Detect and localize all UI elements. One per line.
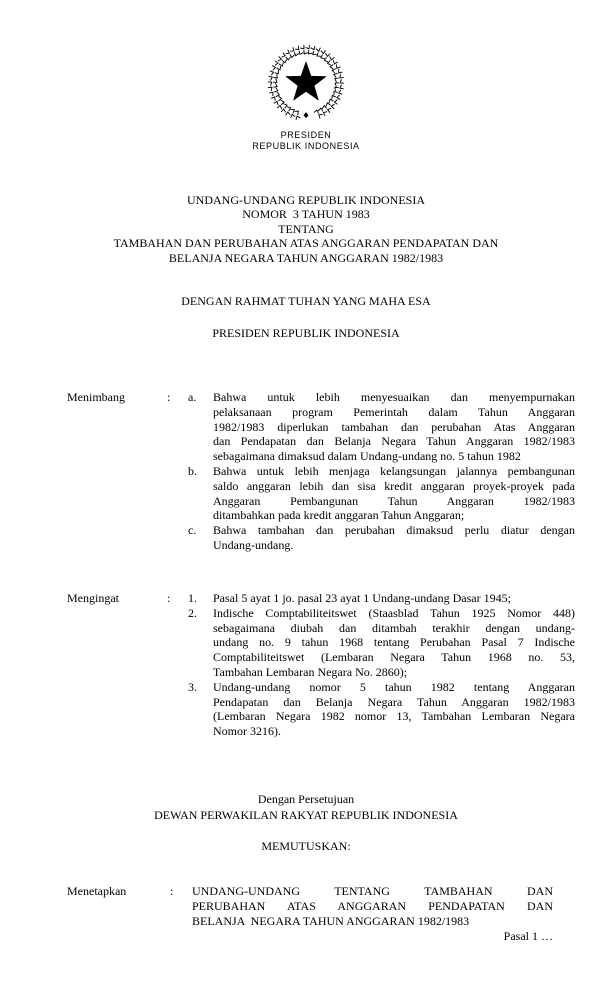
text-line: Indische Comptabiliteitswet (Staasblad Tahun 1925 Nomor 448) <box>213 605 575 620</box>
agreement-line-1: Dengan Persetujuan <box>257 792 355 806</box>
text-line: (Lembaran Negara 1982 nomor 13, Tambahan Lembaran Negara <box>213 709 575 724</box>
text-line: Tambahan Lembaran Negara No. 2860); <box>213 664 408 679</box>
catchword-pasal: Pasal 1 … <box>503 929 553 943</box>
text-line: UNDANG-UNDANG TENTANG TAMBAHAN DAN <box>192 884 553 898</box>
text-line: Pendapatan dan Belanja Negara Tahun Anggaran 1982/1983 <box>213 694 575 709</box>
text-line: NOMOR 3 TAHUN 1983 <box>242 207 370 222</box>
item-marker: a. <box>188 390 197 404</box>
item-marker: c. <box>188 523 197 538</box>
text-line: sebagaimana diubah dan ditambah terakhir dengan undang- <box>213 620 575 635</box>
text-line: Comptabiliteitswet (Lembaran Negara Tahun 1968 no. 53, <box>213 650 575 665</box>
menetapkan-label: Menetapkan <box>67 884 127 898</box>
text-line: dan Pendapatan dan Belanja Negara Tahun Anggaran 1982/1983 <box>213 434 575 449</box>
mengingat-items <box>188 591 588 739</box>
list-item <box>188 464 588 523</box>
item-text <box>213 591 575 606</box>
list-item <box>188 591 588 606</box>
text-line: Pasal 5 ayat 1 jo. pasal 23 ayat 1 Undang-undang Dasar 1945; <box>213 591 511 605</box>
item-marker: b. <box>188 463 197 478</box>
text-line: Undang-undang. <box>213 537 294 552</box>
list-item <box>188 680 588 739</box>
item-marker: 3. <box>188 679 197 694</box>
text-line: TENTANG <box>278 221 334 236</box>
text-line: saldo anggaran lebih dan sisa kredit anggaran proyek-proyek pada <box>213 478 575 493</box>
text-line: Undang-undang nomor 5 tahun 1982 tentang Anggaran <box>213 679 575 694</box>
text-line: 1982/1983 diperlukan tambahan dan perubahan Atas Anggaran <box>213 419 575 434</box>
text-line: Anggaran Pembangunan Tahun Anggaran 1982/1983 <box>213 493 575 508</box>
presidential-seal <box>0 42 612 128</box>
menimbang-items <box>188 390 588 553</box>
item-text <box>213 523 575 553</box>
menimbang-label: Menimbang <box>67 390 125 404</box>
text-line: Bahwa untuk lebih menyesuaikan dan menyempurnakan <box>213 390 575 404</box>
seal-title: PRESIDEN <box>280 130 332 140</box>
list-item <box>188 523 588 553</box>
text-line: TAMBAHAN DAN PERUBAHAN ATAS ANGGARAN PENDAPATAN DAN <box>113 236 499 251</box>
agreement-line-2: DEWAN PERWAKILAN RAKYAT REPUBLIK INDONESIA <box>154 808 458 822</box>
mengingat-colon: : <box>167 591 171 605</box>
authority-line: PRESIDEN REPUBLIK INDONESIA <box>212 326 400 340</box>
text-line: undang no. 9 tahun 1968 tentang Perubahan Pasal 7 Indische <box>213 635 575 650</box>
menetapkan-colon: : <box>170 884 174 898</box>
text-line: sebagaimana dimaksud dalam Undang-undang no. 5 tahun 1982 <box>213 449 521 464</box>
item-text <box>213 390 575 464</box>
seal-subtitle: REPUBLIK INDONESIA <box>252 141 360 151</box>
list-item <box>188 390 588 464</box>
text-line: ditambahkan pada kredit anggaran Tahun Anggaran; <box>213 508 465 523</box>
text-line: BELANJA NEGARA TAHUN ANGGARAN 1982/1983 <box>168 250 444 265</box>
text-line: Bahwa untuk lebih menjaga kelangsungan jalannya pembangunan <box>213 463 575 478</box>
star-wreath-icon <box>260 42 352 124</box>
mengingat-label: Mengingat <box>67 591 119 605</box>
law-title <box>0 193 612 265</box>
wreath-ribbon-icon <box>304 112 309 118</box>
item-text <box>213 464 575 523</box>
item-text <box>213 606 575 680</box>
list-item <box>188 606 588 680</box>
memutuskan-heading: MEMUTUSKAN: <box>261 839 351 853</box>
text-line: Nomor 3216). <box>213 724 281 739</box>
text-line: UNDANG-UNDANG REPUBLIK INDONESIA <box>187 193 425 207</box>
invocation-line: DENGAN RAHMAT TUHAN YANG MAHA ESA <box>181 294 431 308</box>
enacting-text <box>192 884 553 928</box>
text-line: pelaksanaan program Pemerintah dalam Tahun Anggaran <box>213 404 575 419</box>
item-marker: 1. <box>188 591 197 605</box>
menimbang-colon: : <box>167 390 171 404</box>
text-line: Bahwa tambahan dan perubahan dimaksud perlu diatur dengan <box>213 523 575 538</box>
item-marker: 2. <box>188 605 197 620</box>
item-text <box>213 680 575 739</box>
text-line: PERUBAHAN ATAS ANGGARAN PENDAPATAN DAN <box>192 898 553 913</box>
text-line: BELANJA NEGARA TAHUN ANGGARAN 1982/1983 <box>192 913 470 928</box>
